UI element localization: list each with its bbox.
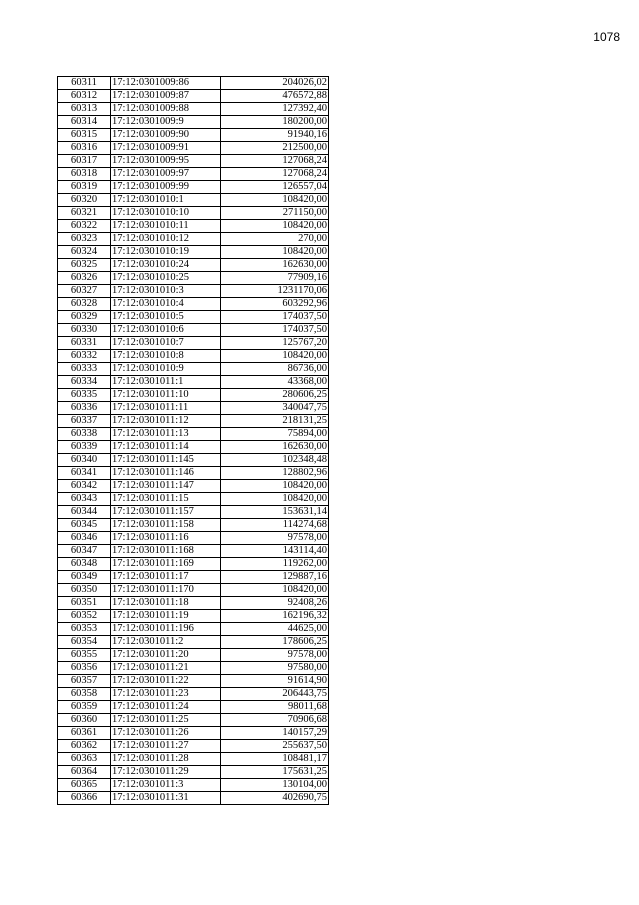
table-row — [58, 441, 329, 454]
value-cell: 43368,00 — [221, 376, 329, 389]
cadastral-number-cell: 17:12:0301011:20 — [111, 649, 221, 662]
cadastral-number-cell: 17:12:0301009:87 — [111, 90, 221, 103]
cadastral-number-cell: 17:12:0301011:23 — [111, 688, 221, 701]
row-number-cell: 60344 — [58, 506, 111, 519]
row-number-cell: 60313 — [58, 103, 111, 116]
value-cell: 108481,17 — [221, 753, 329, 766]
cadastral-number-cell: 17:12:0301010:25 — [111, 272, 221, 285]
row-number-cell: 60312 — [58, 90, 111, 103]
value-cell: 108420,00 — [221, 584, 329, 597]
table-row — [58, 623, 329, 636]
value-cell: 603292,96 — [221, 298, 329, 311]
cadastral-number-cell: 17:12:0301011:14 — [111, 441, 221, 454]
value-cell: 108420,00 — [221, 480, 329, 493]
value-cell: 340047,75 — [221, 402, 329, 415]
cadastral-number-cell: 17:12:0301009:97 — [111, 168, 221, 181]
table-row — [58, 701, 329, 714]
cadastral-number-cell: 17:12:0301010:8 — [111, 350, 221, 363]
row-number-cell: 60327 — [58, 285, 111, 298]
row-number-cell: 60360 — [58, 714, 111, 727]
cadastral-number-cell: 17:12:0301011:26 — [111, 727, 221, 740]
row-number-cell: 60330 — [58, 324, 111, 337]
row-number-cell: 60366 — [58, 792, 111, 805]
value-cell: 127068,24 — [221, 155, 329, 168]
table-row — [58, 142, 329, 155]
table-row — [58, 233, 329, 246]
table-row — [58, 662, 329, 675]
cadastral-number-cell: 17:12:0301011:169 — [111, 558, 221, 571]
value-cell: 91940,16 — [221, 129, 329, 142]
table-row — [58, 792, 329, 805]
value-cell: 70906,68 — [221, 714, 329, 727]
registry-table-body — [58, 77, 329, 805]
cadastral-number-cell: 17:12:0301011:29 — [111, 766, 221, 779]
cadastral-number-cell: 17:12:0301011:158 — [111, 519, 221, 532]
value-cell: 129887,16 — [221, 571, 329, 584]
value-cell: 126557,04 — [221, 181, 329, 194]
cadastral-number-cell: 17:12:0301011:145 — [111, 454, 221, 467]
cadastral-number-cell: 17:12:0301011:24 — [111, 701, 221, 714]
row-number-cell: 60359 — [58, 701, 111, 714]
table-row — [58, 649, 329, 662]
table-row — [58, 779, 329, 792]
row-number-cell: 60345 — [58, 519, 111, 532]
row-number-cell: 60356 — [58, 662, 111, 675]
row-number-cell: 60338 — [58, 428, 111, 441]
value-cell: 125767,20 — [221, 337, 329, 350]
table-row — [58, 220, 329, 233]
value-cell: 92408,26 — [221, 597, 329, 610]
table-row — [58, 155, 329, 168]
table-row — [58, 519, 329, 532]
cadastral-number-cell: 17:12:0301011:146 — [111, 467, 221, 480]
row-number-cell: 60318 — [58, 168, 111, 181]
value-cell: 108420,00 — [221, 246, 329, 259]
cadastral-number-cell: 17:12:0301011:17 — [111, 571, 221, 584]
cadastral-number-cell: 17:12:0301011:147 — [111, 480, 221, 493]
value-cell: 44625,00 — [221, 623, 329, 636]
row-number-cell: 60347 — [58, 545, 111, 558]
row-number-cell: 60355 — [58, 649, 111, 662]
cadastral-number-cell: 17:12:0301009:99 — [111, 181, 221, 194]
row-number-cell: 60357 — [58, 675, 111, 688]
cadastral-number-cell: 17:12:0301009:95 — [111, 155, 221, 168]
row-number-cell: 60319 — [58, 181, 111, 194]
value-cell: 114274,68 — [221, 519, 329, 532]
table-row — [58, 610, 329, 623]
value-cell: 402690,75 — [221, 792, 329, 805]
value-cell: 255637,50 — [221, 740, 329, 753]
value-cell: 162630,00 — [221, 259, 329, 272]
cadastral-number-cell: 17:12:0301009:86 — [111, 77, 221, 90]
cadastral-number-cell: 17:12:0301011:170 — [111, 584, 221, 597]
table-row — [58, 129, 329, 142]
table-row — [58, 571, 329, 584]
value-cell: 75894,00 — [221, 428, 329, 441]
row-number-cell: 60341 — [58, 467, 111, 480]
cadastral-number-cell: 17:12:0301009:9 — [111, 116, 221, 129]
table-row — [58, 740, 329, 753]
value-cell: 97580,00 — [221, 662, 329, 675]
value-cell: 175631,25 — [221, 766, 329, 779]
value-cell: 119262,00 — [221, 558, 329, 571]
row-number-cell: 60332 — [58, 350, 111, 363]
row-number-cell: 60331 — [58, 337, 111, 350]
cadastral-number-cell: 17:12:0301011:12 — [111, 415, 221, 428]
table-row — [58, 272, 329, 285]
table-row — [58, 753, 329, 766]
row-number-cell: 60343 — [58, 493, 111, 506]
row-number-cell: 60362 — [58, 740, 111, 753]
table-row — [58, 493, 329, 506]
row-number-cell: 60342 — [58, 480, 111, 493]
table-row — [58, 506, 329, 519]
cadastral-number-cell: 17:12:0301009:88 — [111, 103, 221, 116]
cadastral-number-cell: 17:12:0301011:25 — [111, 714, 221, 727]
table-row — [58, 181, 329, 194]
table-row — [58, 389, 329, 402]
value-cell: 108420,00 — [221, 194, 329, 207]
table-row — [58, 415, 329, 428]
row-number-cell: 60358 — [58, 688, 111, 701]
table-row — [58, 636, 329, 649]
row-number-cell: 60334 — [58, 376, 111, 389]
row-number-cell: 60328 — [58, 298, 111, 311]
table-row — [58, 324, 329, 337]
value-cell: 140157,29 — [221, 727, 329, 740]
cadastral-number-cell: 17:12:0301011:18 — [111, 597, 221, 610]
cadastral-number-cell: 17:12:0301011:10 — [111, 389, 221, 402]
row-number-cell: 60316 — [58, 142, 111, 155]
row-number-cell: 60325 — [58, 259, 111, 272]
table-row — [58, 545, 329, 558]
value-cell: 128802,96 — [221, 467, 329, 480]
cadastral-number-cell: 17:12:0301011:19 — [111, 610, 221, 623]
table-row — [58, 90, 329, 103]
table-row — [58, 714, 329, 727]
table-row — [58, 77, 329, 90]
cadastral-number-cell: 17:12:0301011:31 — [111, 792, 221, 805]
cadastral-number-cell: 17:12:0301010:3 — [111, 285, 221, 298]
row-number-cell: 60346 — [58, 532, 111, 545]
value-cell: 178606,25 — [221, 636, 329, 649]
cadastral-number-cell: 17:12:0301010:24 — [111, 259, 221, 272]
cadastral-number-cell: 17:12:0301010:4 — [111, 298, 221, 311]
row-number-cell: 60324 — [58, 246, 111, 259]
table-row — [58, 103, 329, 116]
row-number-cell: 60361 — [58, 727, 111, 740]
table-row — [58, 558, 329, 571]
row-number-cell: 60353 — [58, 623, 111, 636]
table-row — [58, 467, 329, 480]
table-row — [58, 168, 329, 181]
value-cell: 204026,02 — [221, 77, 329, 90]
value-cell: 86736,00 — [221, 363, 329, 376]
table-row — [58, 298, 329, 311]
row-number-cell: 60364 — [58, 766, 111, 779]
cadastral-number-cell: 17:12:0301010:10 — [111, 207, 221, 220]
value-cell: 174037,50 — [221, 311, 329, 324]
cadastral-number-cell: 17:12:0301011:2 — [111, 636, 221, 649]
value-cell: 127068,24 — [221, 168, 329, 181]
row-number-cell: 60354 — [58, 636, 111, 649]
table-row — [58, 532, 329, 545]
cadastral-number-cell: 17:12:0301011:16 — [111, 532, 221, 545]
page-number: 1078 — [593, 30, 620, 44]
table-row — [58, 766, 329, 779]
row-number-cell: 60321 — [58, 207, 111, 220]
cadastral-number-cell: 17:12:0301011:3 — [111, 779, 221, 792]
cadastral-number-cell: 17:12:0301011:21 — [111, 662, 221, 675]
value-cell: 127392,40 — [221, 103, 329, 116]
table-row — [58, 350, 329, 363]
cadastral-number-cell: 17:12:0301009:91 — [111, 142, 221, 155]
table-row — [58, 285, 329, 298]
cadastral-number-cell: 17:12:0301010:6 — [111, 324, 221, 337]
row-number-cell: 60350 — [58, 584, 111, 597]
value-cell: 153631,14 — [221, 506, 329, 519]
value-cell: 130104,00 — [221, 779, 329, 792]
row-number-cell: 60348 — [58, 558, 111, 571]
table-row — [58, 376, 329, 389]
table-row — [58, 428, 329, 441]
row-number-cell: 60314 — [58, 116, 111, 129]
value-cell: 218131,25 — [221, 415, 329, 428]
table-row — [58, 688, 329, 701]
cadastral-number-cell: 17:12:0301010:7 — [111, 337, 221, 350]
row-number-cell: 60326 — [58, 272, 111, 285]
row-number-cell: 60339 — [58, 441, 111, 454]
value-cell: 476572,88 — [221, 90, 329, 103]
table-row — [58, 675, 329, 688]
row-number-cell: 60352 — [58, 610, 111, 623]
value-cell: 1231170,06 — [221, 285, 329, 298]
row-number-cell: 60320 — [58, 194, 111, 207]
cadastral-number-cell: 17:12:0301010:12 — [111, 233, 221, 246]
row-number-cell: 60323 — [58, 233, 111, 246]
table-row — [58, 597, 329, 610]
table-row — [58, 584, 329, 597]
cadastral-number-cell: 17:12:0301011:196 — [111, 623, 221, 636]
table-row — [58, 337, 329, 350]
value-cell: 108420,00 — [221, 350, 329, 363]
cadastral-number-cell: 17:12:0301011:1 — [111, 376, 221, 389]
value-cell: 97578,00 — [221, 532, 329, 545]
value-cell: 98011,68 — [221, 701, 329, 714]
value-cell: 97578,00 — [221, 649, 329, 662]
value-cell: 180200,00 — [221, 116, 329, 129]
registry-table — [57, 76, 329, 805]
row-number-cell: 60333 — [58, 363, 111, 376]
row-number-cell: 60337 — [58, 415, 111, 428]
cadastral-number-cell: 17:12:0301010:19 — [111, 246, 221, 259]
cadastral-number-cell: 17:12:0301011:28 — [111, 753, 221, 766]
table-row — [58, 363, 329, 376]
cadastral-number-cell: 17:12:0301011:11 — [111, 402, 221, 415]
cadastral-number-cell: 17:12:0301011:27 — [111, 740, 221, 753]
value-cell: 143114,40 — [221, 545, 329, 558]
value-cell: 270,00 — [221, 233, 329, 246]
table-row — [58, 402, 329, 415]
value-cell: 102348,48 — [221, 454, 329, 467]
table-row — [58, 259, 329, 272]
table-row — [58, 454, 329, 467]
value-cell: 280606,25 — [221, 389, 329, 402]
row-number-cell: 60317 — [58, 155, 111, 168]
value-cell: 271150,00 — [221, 207, 329, 220]
cadastral-number-cell: 17:12:0301011:13 — [111, 428, 221, 441]
table-row — [58, 194, 329, 207]
value-cell: 212500,00 — [221, 142, 329, 155]
value-cell: 108420,00 — [221, 220, 329, 233]
value-cell: 77909,16 — [221, 272, 329, 285]
value-cell: 174037,50 — [221, 324, 329, 337]
row-number-cell: 60329 — [58, 311, 111, 324]
row-number-cell: 60311 — [58, 77, 111, 90]
cadastral-number-cell: 17:12:0301010:11 — [111, 220, 221, 233]
cadastral-number-cell: 17:12:0301011:168 — [111, 545, 221, 558]
cadastral-number-cell: 17:12:0301010:5 — [111, 311, 221, 324]
table-row — [58, 207, 329, 220]
cadastral-number-cell: 17:12:0301010:1 — [111, 194, 221, 207]
value-cell: 206443,75 — [221, 688, 329, 701]
cadastral-number-cell: 17:12:0301010:9 — [111, 363, 221, 376]
table-row — [58, 480, 329, 493]
table-row — [58, 246, 329, 259]
row-number-cell: 60335 — [58, 389, 111, 402]
table-row — [58, 116, 329, 129]
value-cell: 108420,00 — [221, 493, 329, 506]
value-cell: 162630,00 — [221, 441, 329, 454]
cadastral-number-cell: 17:12:0301011:22 — [111, 675, 221, 688]
row-number-cell: 60315 — [58, 129, 111, 142]
row-number-cell: 60336 — [58, 402, 111, 415]
value-cell: 162196,32 — [221, 610, 329, 623]
row-number-cell: 60322 — [58, 220, 111, 233]
row-number-cell: 60363 — [58, 753, 111, 766]
row-number-cell: 60349 — [58, 571, 111, 584]
row-number-cell: 60340 — [58, 454, 111, 467]
cadastral-number-cell: 17:12:0301011:15 — [111, 493, 221, 506]
value-cell: 91614,90 — [221, 675, 329, 688]
row-number-cell: 60365 — [58, 779, 111, 792]
table-row — [58, 727, 329, 740]
cadastral-number-cell: 17:12:0301011:157 — [111, 506, 221, 519]
row-number-cell: 60351 — [58, 597, 111, 610]
cadastral-number-cell: 17:12:0301009:90 — [111, 129, 221, 142]
table-row — [58, 311, 329, 324]
